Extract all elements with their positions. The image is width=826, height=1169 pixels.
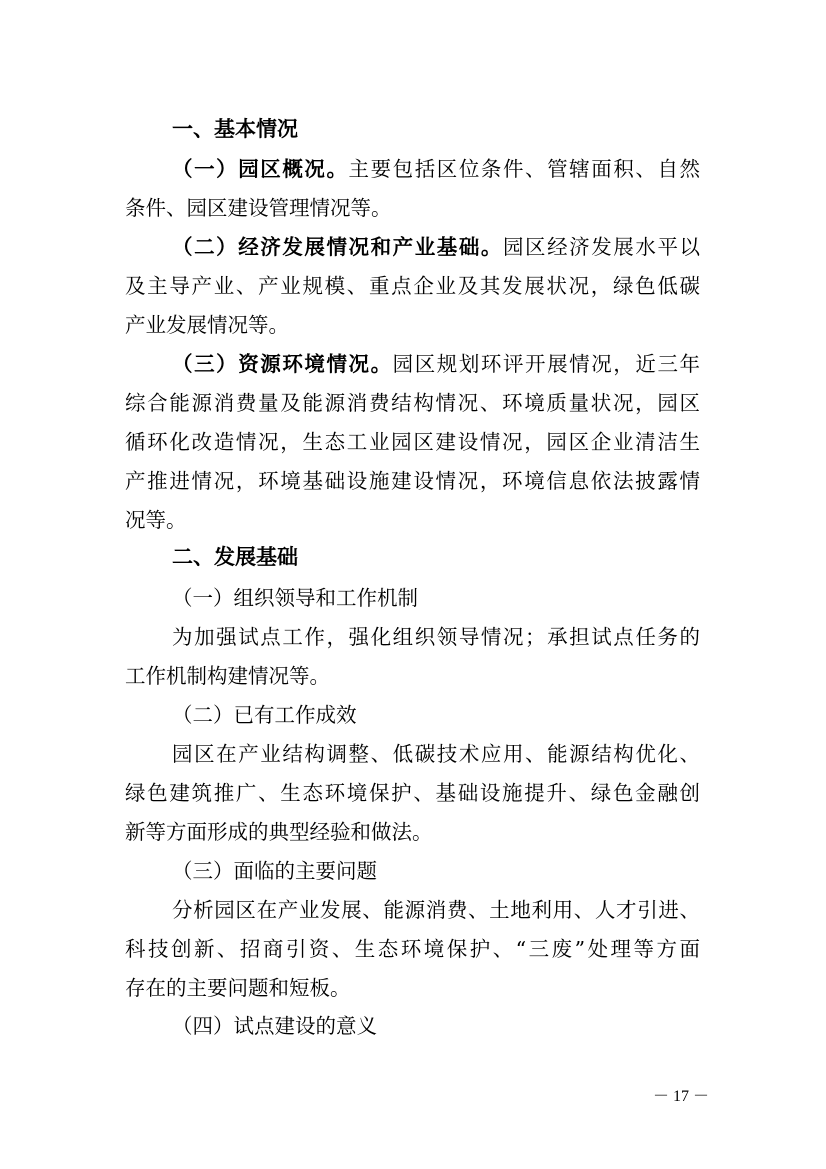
page-number: － 17 － <box>653 1088 710 1105</box>
subheading: （一）组织领导和工作机制 <box>172 586 418 610</box>
paragraph-line: （三）资源环境情况。园区规划环评开展情况，近三年 <box>172 352 701 376</box>
subheading: （四）试点建设的意义 <box>172 1014 377 1038</box>
paragraph-line: 科技创新、招商引资、生态环境保护、“三废”处理等方面 <box>125 937 700 961</box>
paragraph-line: 综合能源消费量及能源消费结构情况、环境质量状况，园区 <box>125 391 700 415</box>
paragraph-line: 存在的主要问题和短板。 <box>125 976 351 1000</box>
paragraph-line: 分析园区在产业发展、能源消费、土地利用、人才引进、 <box>172 898 700 922</box>
paragraph-line: 循环化改造情况，生态工业园区建设情况，园区企业清洁生 <box>125 430 700 454</box>
paragraph-line: （一）园区概况。主要包括区位条件、管辖面积、自然 <box>172 157 701 181</box>
subheading: （二）已有工作成效 <box>172 703 357 727</box>
paragraph-line: 产推进情况，环境基础设施建设情况，环境信息依法披露情 <box>125 469 700 493</box>
paragraph-lead: （二）经济发展情况和产业基础。 <box>172 235 503 259</box>
paragraph-line: 绿色建筑推广、生态环境保护、基础设施提升、绿色金融创 <box>125 781 700 805</box>
paragraph-line: 工作机制构建情况等。 <box>125 664 330 688</box>
paragraph-line: 条件、园区建设管理情况等。 <box>125 196 392 220</box>
paragraph-lead: （一）园区概况。 <box>172 157 349 181</box>
paragraph-line: 园区在产业结构调整、低碳技术应用、能源结构优化、 <box>172 742 700 766</box>
subheading: （三）面临的主要问题 <box>172 859 377 883</box>
paragraph-line: 为加强试点工作，强化组织领导情况；承担试点任务的 <box>172 625 700 649</box>
section-heading-foundation: 二、发展基础 <box>172 545 298 569</box>
paragraph-line: 及主导产业、产业规模、重点企业及其发展状况，绿色低碳 <box>125 274 700 298</box>
paragraph-line: （二）经济发展情况和产业基础。园区经济发展水平以 <box>172 235 701 259</box>
paragraph-lead: （三）资源环境情况。 <box>172 352 393 376</box>
paragraph-line: 况等。 <box>125 508 187 532</box>
section-heading-basic: 一、基本情况 <box>172 117 298 141</box>
paragraph-line: 新等方面形成的典型经验和做法。 <box>125 820 433 844</box>
paragraph-line: 产业发展情况等。 <box>125 313 289 337</box>
